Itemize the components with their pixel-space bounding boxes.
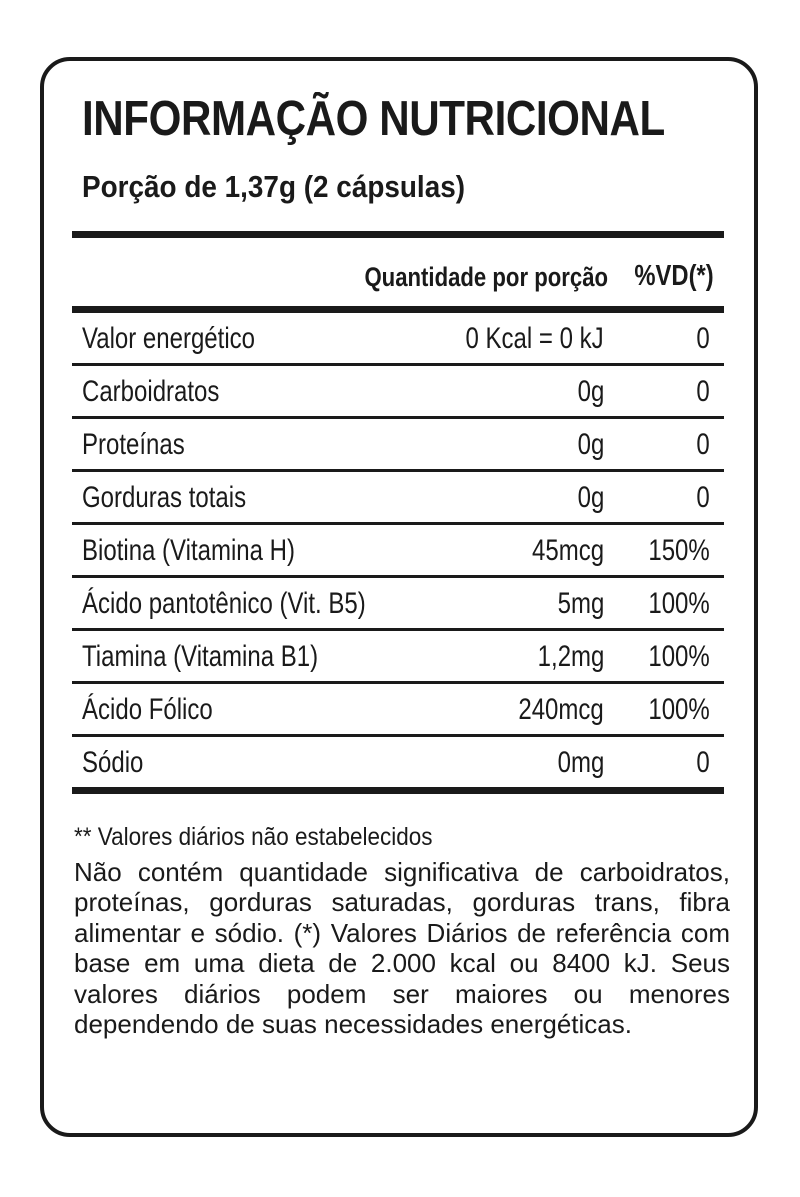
table-row [72, 737, 724, 787]
nutrient-daily-value: 0 [696, 375, 710, 408]
footnote-title: ** Valores diários não estabelecidos [74, 823, 433, 851]
nutrient-name: Biotina (Vitamina H) [82, 534, 295, 567]
nutrient-name: Ácido pantotênico (Vit. B5) [82, 587, 366, 620]
nutrient-daily-value: 0 [696, 746, 710, 779]
nutrient-quantity: 240mcg [518, 693, 604, 726]
header-daily-value: %VD(*) [634, 260, 714, 292]
nutrient-daily-value: 100% [648, 587, 710, 620]
nutrient-quantity: 0g [577, 428, 604, 461]
footnote-body: Não contém quantidade significativa de carboidratos, proteínas, gorduras saturadas, gorduras trans, fibra alimentar e sódio. (*) Valores Diários de referência com base em uma dieta de 2.000 kcal ou 8400 kJ. Seus valores diários podem ser maiores ou menores dependendo de suas necessidades energéticas. [74, 857, 730, 1040]
table-row [72, 631, 724, 681]
table-top-rule [72, 231, 724, 238]
nutrient-quantity: 0g [577, 481, 604, 514]
nutrient-name: Gorduras totais [82, 481, 247, 514]
table-row [72, 684, 724, 734]
nutrient-quantity: 0mg [557, 746, 604, 779]
nutrient-daily-value: 100% [648, 693, 710, 726]
table-row [72, 366, 724, 416]
nutrient-quantity: 45mcg [531, 534, 604, 567]
nutrient-name: Valor energético [82, 322, 255, 355]
header-quantity: Quantidade por porção [364, 262, 608, 292]
table-bottom-rule [72, 787, 724, 794]
nutrient-daily-value: 0 [696, 481, 710, 514]
table-row [72, 578, 724, 628]
nutrient-quantity: 0 Kcal = 0 kJ [465, 322, 604, 355]
table-header [72, 238, 724, 306]
serving-size: Porção de 1,37g (2 cápsulas) [82, 169, 466, 204]
nutrition-table [72, 231, 724, 794]
header-bottom-rule [72, 306, 724, 313]
nutrient-daily-value: 0 [696, 322, 710, 355]
nutrient-daily-value: 150% [648, 534, 710, 567]
nutrient-name: Ácido Fólico [82, 693, 213, 726]
nutrient-quantity: 0g [577, 375, 604, 408]
table-row [72, 419, 724, 469]
table-row [72, 313, 724, 363]
nutrient-quantity: 5mg [557, 587, 604, 620]
nutrient-daily-value: 100% [648, 640, 710, 673]
label-title: INFORMAÇÃO NUTRICIONAL [82, 92, 665, 146]
nutrient-quantity: 1,2mg [537, 640, 604, 673]
nutrient-name: Proteínas [82, 428, 185, 461]
nutrient-name: Sódio [82, 746, 144, 779]
nutrition-facts-label [40, 57, 758, 1137]
nutrient-name: Tiamina (Vitamina B1) [82, 640, 319, 673]
table-row [72, 525, 724, 575]
table-row [72, 472, 724, 522]
nutrient-name: Carboidratos [82, 375, 220, 408]
nutrient-daily-value: 0 [696, 428, 710, 461]
